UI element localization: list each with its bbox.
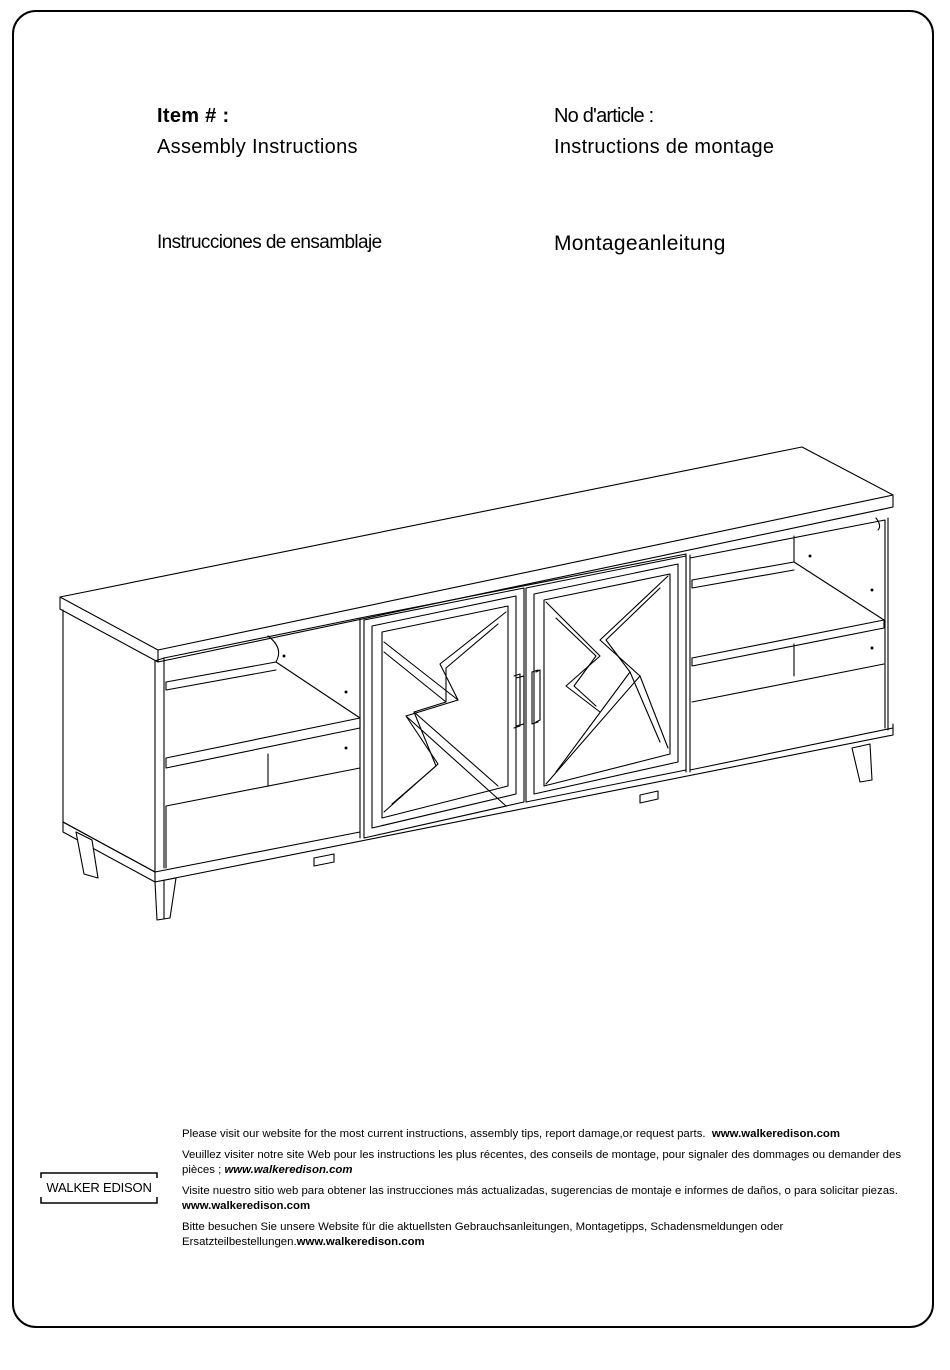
note-spanish-url[interactable]: www.walkeredison.com xyxy=(182,1200,311,1212)
note-english-url[interactable]: www.walkeredison.com xyxy=(711,1128,840,1140)
item-number-label: Item # : xyxy=(157,105,230,127)
website-notes xyxy=(182,1127,910,1256)
note-french-url[interactable]: www.walkeredison.com xyxy=(224,1164,353,1176)
note-french-text: Veuillez visiter notre site Web pour les instructions les plus récentes, des conseils de montage, pour signaler des dommages ou demander des pièces ; xyxy=(182,1149,902,1176)
right-door xyxy=(526,556,686,802)
note-spanish xyxy=(182,1184,910,1214)
right-compartment xyxy=(690,518,885,772)
note-german-url[interactable]: www.walkeredison.com xyxy=(296,1236,425,1248)
brand-logo xyxy=(40,1172,158,1204)
instructions-montage-title: Instructions de montage xyxy=(554,136,775,158)
note-french xyxy=(182,1148,910,1178)
note-english xyxy=(182,1127,910,1142)
logo-text: WALKER EDISON xyxy=(46,1180,152,1195)
left-compartment xyxy=(164,618,360,868)
note-spanish-text: Visite nuestro sitio web para obtener las instrucciones más actualizadas, sugerencias de montaje e informes de daños, o para solicitar piezas. xyxy=(182,1185,898,1197)
note-german-text: Bitte besuchen Sie unsere Website für die aktuellsten Gebrauchsanleitungen, Montagetipps, Schadensmeldungen oder Ersatzteilbestellungen. xyxy=(182,1221,784,1248)
montageanleitung-title: Montageanleitung xyxy=(554,232,726,255)
note-german xyxy=(182,1220,910,1250)
no-article-label: No d'article : xyxy=(554,105,654,127)
instrucciones-title: Instrucciones de ensamblaje xyxy=(157,232,382,253)
tv-stand-illustration xyxy=(50,440,900,930)
left-door xyxy=(364,588,524,838)
assembly-instructions-title: Assembly Instructions xyxy=(157,136,358,158)
note-english-text: Please visit our website for the most current instructions, assembly tips, report damage,or request parts. xyxy=(182,1128,706,1140)
